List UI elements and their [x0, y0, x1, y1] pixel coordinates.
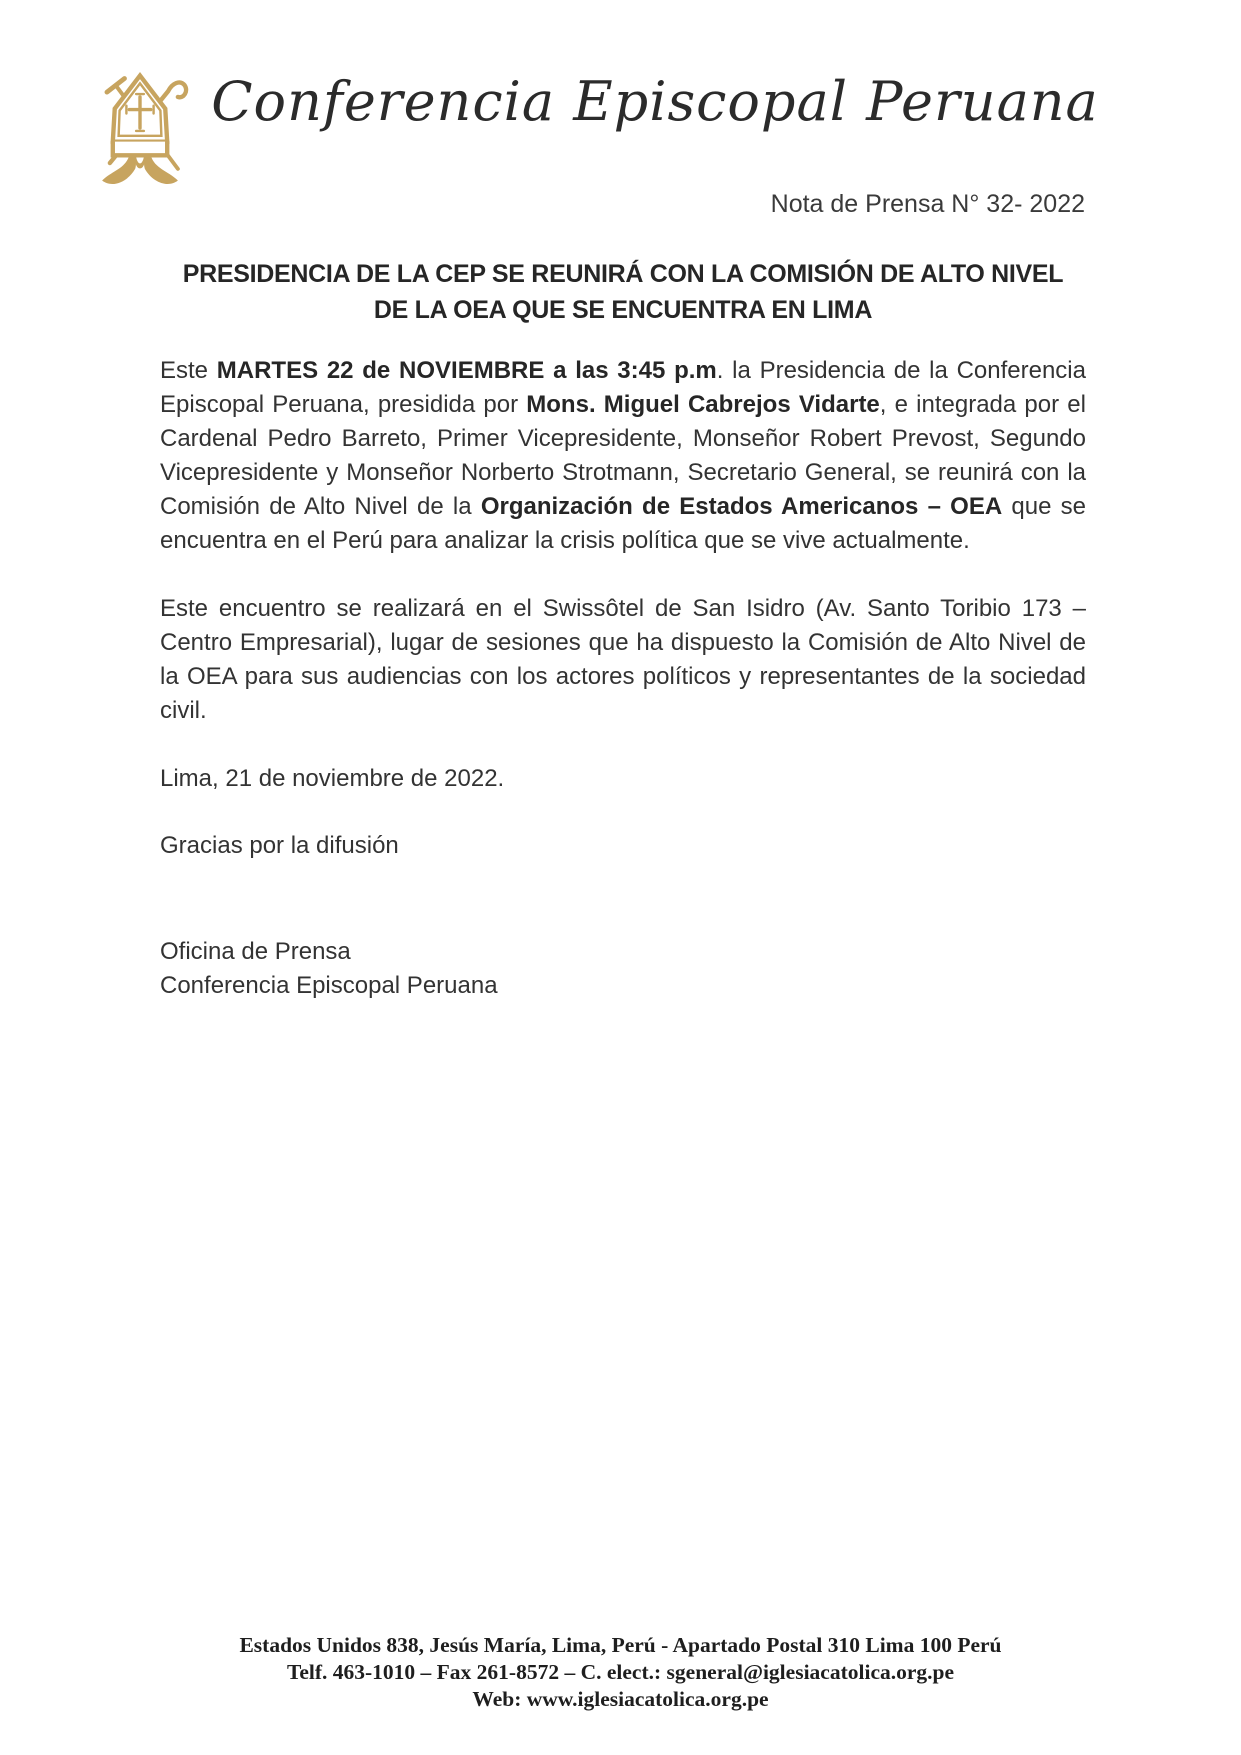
- paragraph-1-segment: , e integrada por el Cardenal Pedro Barreto, Primer Vicepresidente, Monseñor Robert Prevost, Segundo Vicepresidente y Monseñor Norberto Strotmann, Secretario General, se reunirá con la Comisión de Alto Nivel de la: [160, 391, 1086, 520]
- footer-web-line: Web: www.iglesiacatolica.org.pe: [472, 1687, 769, 1711]
- signature-block: [160, 935, 1086, 1003]
- paragraph-1-segment-bold: Mons. Miguel Cabrejos Vidarte: [526, 391, 880, 418]
- footer: [0, 1632, 1241, 1713]
- press-note-number: Nota de Prensa N° 32- 2022: [770, 190, 1085, 218]
- org-title: Conferencia Episcopal Peruana: [211, 70, 1099, 133]
- signature-office: Oficina de Prensa: [160, 938, 351, 965]
- date-line: Lima, 21 de noviembre de 2022.: [160, 765, 505, 792]
- thanks-line: Gracias por la difusión: [160, 832, 399, 859]
- document-body: [160, 354, 1086, 1003]
- footer-address-line: Estados Unidos 838, Jesús María, Lima, Perú - Apartado Postal 310 Lima 100 Perú: [239, 1633, 1002, 1657]
- paragraph-1-segment: que se encuentra en el Perú para analizar la crisis política que se vive actualmente.: [160, 493, 1087, 554]
- footer-contact-line: Telf. 463-1010 – Fax 261-8572 – C. elect.: sgeneral@iglesiacatolica.org.pe: [286, 1660, 955, 1684]
- signature-org: Conferencia Episcopal Peruana: [160, 972, 498, 999]
- episcopal-mitre-logo-icon: [86, 62, 194, 198]
- paragraph-1-segment-bold: Organización de Estados Americanos – OEA: [480, 493, 1003, 520]
- paragraph-1-segment-bold: MARTES 22 de NOVIEMBRE a las 3:45 p.m: [216, 357, 717, 384]
- headline-line-2: DE LA OEA QUE SE ENCUENTRA EN LIMA: [373, 296, 873, 324]
- headline-line-1: PRESIDENCIA DE LA CEP SE REUNIRÁ CON LA COMISIÓN DE ALTO NIVEL: [182, 260, 1064, 288]
- paragraph-1-segment: . la Presidencia de la Conferencia Episcopal Peruana, presidida por: [160, 357, 1086, 418]
- headline: [150, 256, 1096, 328]
- paragraph-2: Este encuentro se realizará en el Swissôtel de San Isidro (Av. Santo Toribio 173 – Centro Empresarial), lugar de sesiones que ha dispuesto la Comisión de Alto Nivel de la OEA para sus audiencias con los actores políticos y representantes de la sociedad civil.: [160, 595, 1086, 724]
- paragraph-1-segment: Este: [160, 357, 217, 384]
- paragraph-1: [160, 354, 1086, 558]
